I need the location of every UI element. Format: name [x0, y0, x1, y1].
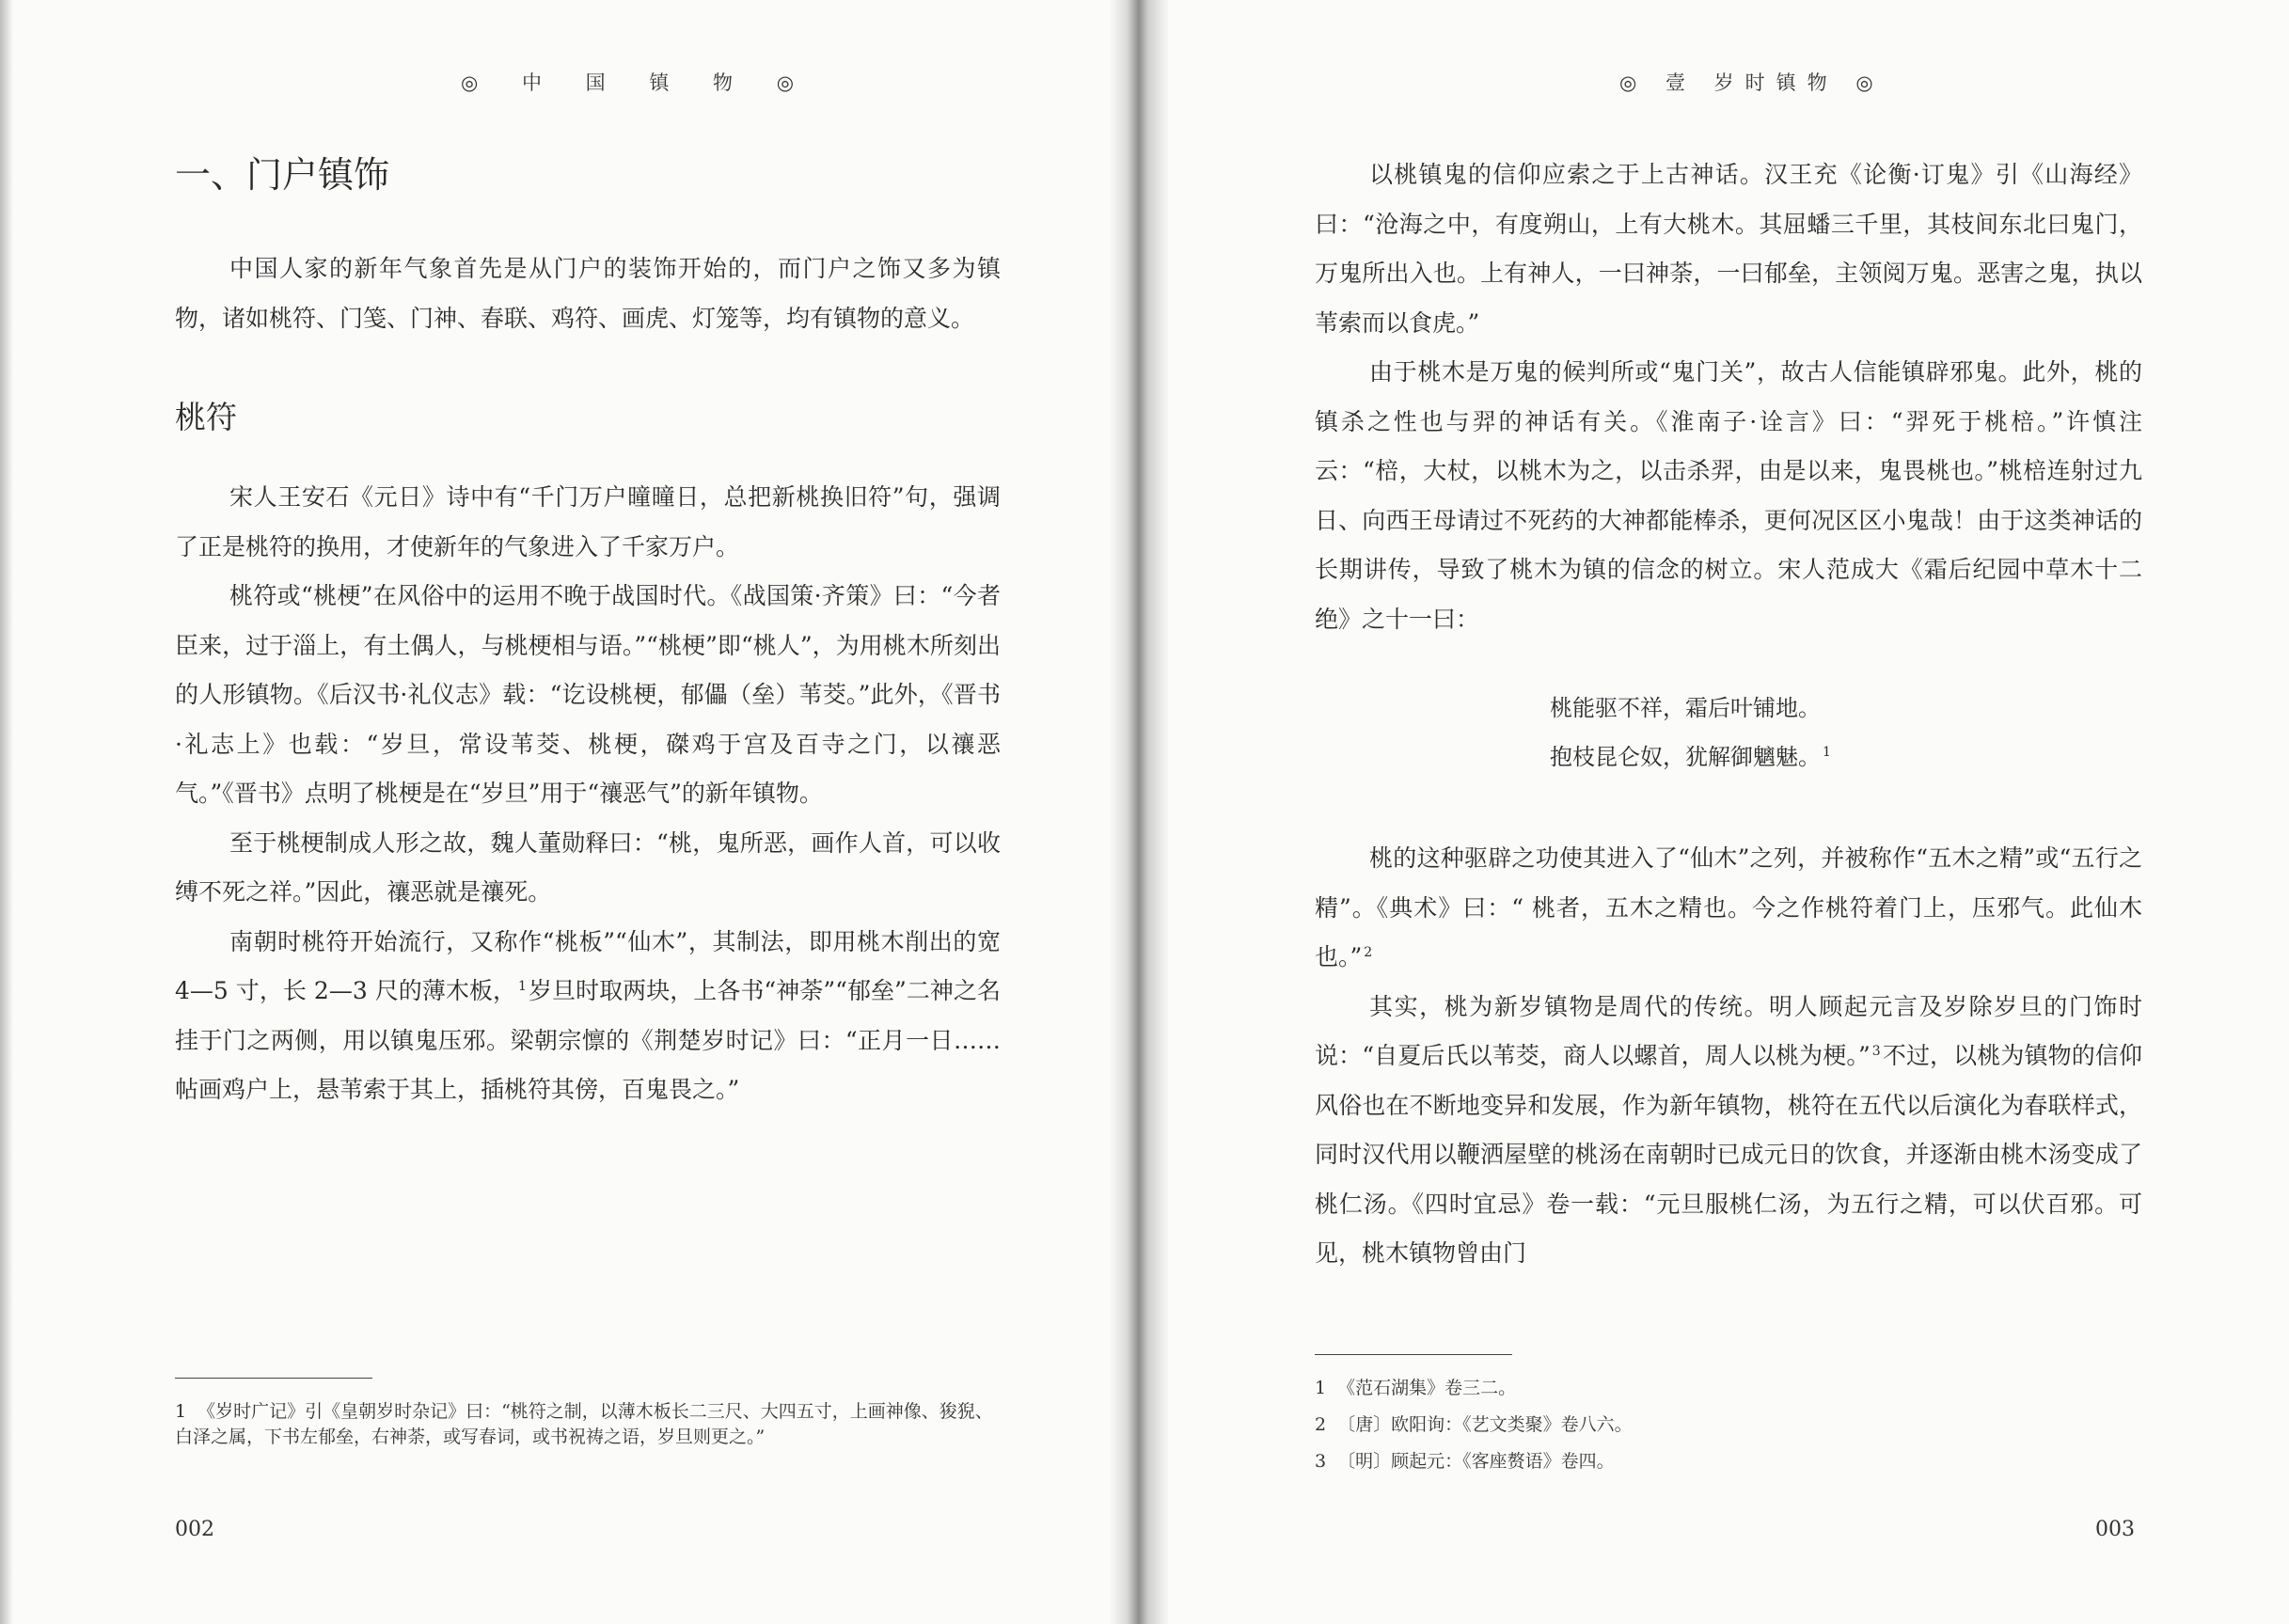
footnote-marker: 3	[1871, 1043, 1881, 1059]
poem-line-text: 抱枝昆仑奴，犹解御魑魅。	[1550, 744, 1821, 770]
footnote-number: 2	[1315, 1414, 1327, 1435]
footnote-marker: 1	[518, 978, 527, 994]
body-paragraph: 宋人王安石《元日》诗中有“千门万户曈曈日，总把新桃换旧符”句，强调了正是桃符的换用，才使新年的气象进入了千家万户。	[175, 483, 1001, 560]
footnote-text: 〔唐〕欧阳询：《艺文类聚》卷八六。	[1337, 1414, 1633, 1435]
body-paragraph: 由于桃木是万鬼的候判所或“鬼门关”，故古人信能镇辟邪鬼。此外，桃的镇杀之性也与羿的神话有关。《淮南子·诠言》曰：“羿死于桃棓。”许慎注云：“棓，大杖，以桃木为之，以击杀羿，由是以来，鬼畏桃也。”桃棓连射过九日、向西王母请过不死药的大神都能棒杀，更何况区区小鬼哉！由于这类神话的长期讲传，导致了桃木为镇的信念的树立。宋人范成大《霜后纪园中草木十二绝》之十一曰：	[1315, 358, 2142, 633]
footnote-marker: 2	[1364, 944, 1373, 960]
footnote-rule	[1315, 1354, 1512, 1355]
poem-line	[1550, 733, 2142, 781]
poem-line-text: 桃能驱不祥，霜后叶铺地。	[1550, 695, 1821, 721]
intro-paragraph: 中国人家的新年气象首先是从门户的装饰开始的，而门户之饰又多为镇物，诸如桃符、门笺、门神、春联、鸡符、画虎、灯笼等，均有镇物的意义。	[175, 255, 1001, 332]
left-page	[0, 0, 1129, 1624]
body-paragraph: 桃符或“桃梗”在风俗中的运用不晚于战国时代。《战国策·齐策》曰：“今者臣来，过于淄上，有土偶人，与桃梗相与语。”“桃梗”即“桃人”，为用桃木所刻出的人形镇物。《后汉书·礼仪志》载：“讫设桃梗，郁儡（垒）苇茭。”此外，《晋书·礼志上》也载：“岁旦，常设苇茭、桃梗，磔鸡于宫及百寺之门，以禳恶气。”《晋书》点明了桃梗是在“岁旦”用于“禳恶气”的新年镇物。	[175, 582, 1001, 807]
footnote-item	[1315, 1376, 2142, 1401]
body-paragraph	[175, 918, 1001, 1115]
paragraph-text: 南朝时桃符开始流行，又称作“桃板”“仙木”，其制法，即用桃木削出的宽 4—5 寸，长 2—3 尺的薄木板，	[175, 927, 1001, 1004]
running-head: ◎ 壹 岁时镇物 ◎	[1619, 71, 1885, 94]
page-number: 003	[2095, 1518, 2135, 1541]
paragraph-text: 其实，桃为新岁镇物是周代的传统。明人顾起元言及岁除岁旦的门饰时说：“自夏后氏以苇茭，商人以螺首，周人以桃为梗。”	[1315, 992, 2142, 1069]
footnote-number: 1	[175, 1401, 187, 1422]
footnote-number: 3	[1315, 1451, 1327, 1472]
right-page	[1149, 0, 2289, 1624]
footnote-text: 〔明〕顾起元：《客座赘语》卷四。	[1337, 1451, 1615, 1472]
page-number: 002	[175, 1518, 214, 1541]
paragraph-text: 不过，以桃为镇物的信仰风俗也在不断地变异和发展，作为新年镇物，桃符在五代以后演化为春联样式，同时汉代用以鞭洒屋壁的桃汤在南朝时已成元日的饮食，并逐渐由桃木汤变成了桃仁汤。《四时宜忌》卷一载：“元旦服桃仁汤，为五行之精，可以伏百邪。可见，桃木镇物曾由门	[1315, 1042, 2142, 1267]
footnotes	[175, 1378, 1001, 1461]
body-paragraph: 以桃镇鬼的信仰应索之于上古神话。汉王充《论衡·订鬼》引《山海经》曰：“沧海之中，有度朔山，上有大桃木。其屈蟠三千里，其枝间东北曰鬼门，万鬼所出入也。上有神人，一曰神荼，一曰郁垒，主领阅万鬼。恶害之鬼，执以苇索而以食虎。”	[1315, 161, 2142, 337]
footnote-item	[1315, 1449, 2142, 1474]
footnote-item	[175, 1399, 1001, 1450]
footnote-marker: 1	[1823, 745, 1831, 760]
footnotes	[1315, 1354, 2142, 1486]
poem-line	[1550, 684, 2142, 733]
body-paragraph	[1315, 983, 2142, 1279]
poem-quote	[1550, 684, 2142, 781]
book-gutter	[1110, 0, 1168, 1624]
right-page-body	[1315, 150, 2142, 1279]
footnote-item	[1315, 1412, 2142, 1438]
footnote-text: 《岁时广记》引《皇朝岁时杂记》曰：“桃符之制，以薄木板长二三尺、大四五寸，上画神像、狻猊、白泽之属，下书左郁垒，右神荼，或写春词，或书祝祷之语，岁旦则更之。”	[175, 1401, 993, 1447]
paragraph-text: 岁旦时取两块，上各书“神荼”“郁垒”二神之名挂于门之两侧，用以镇鬼压邪。梁朝宗懔的《荆楚岁时记》曰：“正月一日……帖画鸡户上，悬苇索于其上，插桃符其傍，百鬼畏之。”	[175, 977, 1002, 1103]
footnote-rule	[175, 1378, 372, 1379]
section-title: 一、门户镇饰	[175, 154, 390, 196]
paragraph-text: 桃的这种驱辟之功使其进入了“仙木”之列，并被称作“五木之精”或“五行之精”。《典术》曰：“ 桃者，五木之精也。今之作桃符着门上，压邪气。此仙木也。”	[1315, 844, 2142, 970]
running-head: ◎ 中 国 镇 物 ◎	[461, 71, 813, 94]
subsection-title: 桃符	[175, 399, 237, 435]
left-page-body	[175, 149, 1001, 1115]
page-edge-shadow	[0, 0, 13, 1624]
footnote-text: 《范石湖集》卷三二。	[1337, 1378, 1517, 1398]
body-paragraph	[1315, 834, 2142, 983]
body-paragraph: 至于桃梗制成人形之故，魏人董勋释曰：“桃，鬼所恶，画作人首，可以收缚不死之祥。”因此，禳恶就是禳死。	[175, 828, 1001, 906]
footnote-number: 1	[1315, 1378, 1327, 1398]
